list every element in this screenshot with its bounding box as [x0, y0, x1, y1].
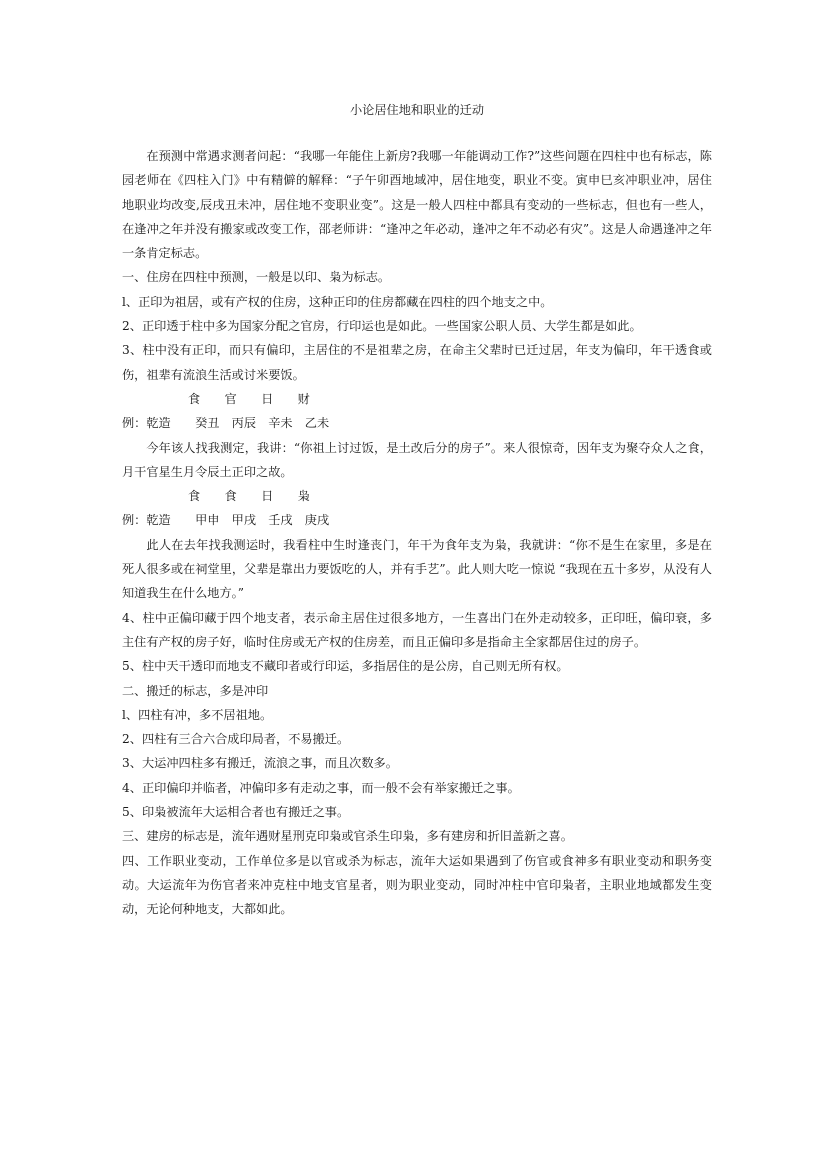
intro-paragraph: 在预测中常遇求测者问起：“我哪一年能住上新房?我哪一年能调动工作?”这些问题在四柱中也有标志，陈园老师在《四柱入门》中有精僻的解释：“子午卯酉地域冲，居住地变，职业不变。寅申巳亥冲职业冲，居住地职业均改变,辰戌丑未冲，居住地不变职业变”。这是一般人四柱中都具有变动的一些标志，但也有一些人，在逢冲之年并没有搬家或改变工作，邵老师讲：“逢冲之年必动，逢冲之年不动必有灾”。这是人命遇逢冲之年一条肯定标志。	[122, 149, 712, 261]
example2-text: 此人在去年找我测运时，我看柱中生时逢丧门，年干为食年支为枭，我就讲：“你不是生在家里，多是在死人很多或在祠堂里，父辈是靠出力要饭吃的人，并有手艺”。此人则大吃一惊说 “我现在五十多岁，从没有人知道我生在什么地方。”	[122, 537, 712, 601]
section4-paragraph: 四、工作职业变动，工作单位多是以官或杀为标志，流年大运如果遇到了伤官或食神多有职业变动和职务变动。大运流年为伤官者来冲克柱中地支官星者，则为职业变动，同时冲柱中官印枭者，主职业地域都发生变动，无论何种地支，大都如此。	[122, 853, 712, 917]
section3-paragraph: 三、建房的标志是，流年遇财星刑克印枭或官杀生印枭，多有建房和折旧盖新之喜。	[122, 829, 573, 844]
example1-header: 食 官 日 财	[188, 391, 310, 406]
section2-item-1: l、四柱有冲，多不居祖地。	[122, 707, 273, 722]
section1-item-1: l、正印为祖居，或有产权的住房，这种正印的住房都藏在四柱的四个地支之中。	[122, 294, 553, 309]
section2-item-5: 5、印枭被流年大运相合者也有搬迁之事。	[122, 805, 350, 820]
section2-item-2: 2、四柱有三合六合成印局者，不易搬迁。	[122, 732, 350, 747]
section1-item-3: 3、柱中没有正印，而只有偏印，主居住的不是祖辈之房，在命主父辈时已迁过居，年支为偏印，年干透食或伤，祖辈有流浪生活或讨米要饭。	[122, 343, 712, 382]
section1-item-5: 5、柱中天干透印而地支不藏印者或行印运，多指居住的是公房，自己则无所有权。	[122, 659, 569, 674]
example1-chart: 例：乾造 癸丑 丙辰 辛未 乙未	[122, 416, 330, 431]
section1-heading: 一、住房在四柱中预测，一般是以印、枭为标志。	[122, 270, 391, 285]
section2-item-3: 3、大运冲四柱多有搬迁，流浪之事，而且次数多。	[122, 756, 398, 771]
section2-item-4: 4、正印偏印并临者，冲偏印多有走动之事，而一般不会有举家搬迁之事。	[122, 780, 520, 795]
example2-chart: 例：乾造 甲申 甲戌 壬戌 庚戌	[122, 513, 330, 528]
example1-text: 今年该人找我测定，我讲：“你祖上讨过饭，是土改后分的房子”。来人很惊奇，因年支为聚夺众人之食，月干官星生月令辰土正印之故。	[122, 440, 712, 479]
section2-heading: 二、搬迁的标志，多是冲印	[122, 683, 269, 698]
section1-item-2: 2、正印透于柱中多为国家分配之官房，行印运也是如此。一些国家公职人员、大学生都是如此。	[122, 319, 642, 334]
document-title: 小论居住地和职业的迁动	[349, 103, 485, 117]
document-page	[122, 100, 712, 922]
example2-header: 食 食 日 枭	[188, 489, 310, 504]
section1-item-4: 4、柱中正偏印藏于四个地支者，表示命主居住过很多地方，一生喜出门在外走动较多，正印旺，偏印衰，多主住有产权的房子好，临时住房或无产权的住房差，而且正偏印多是指命主全家都居住过的房子。	[122, 610, 712, 649]
